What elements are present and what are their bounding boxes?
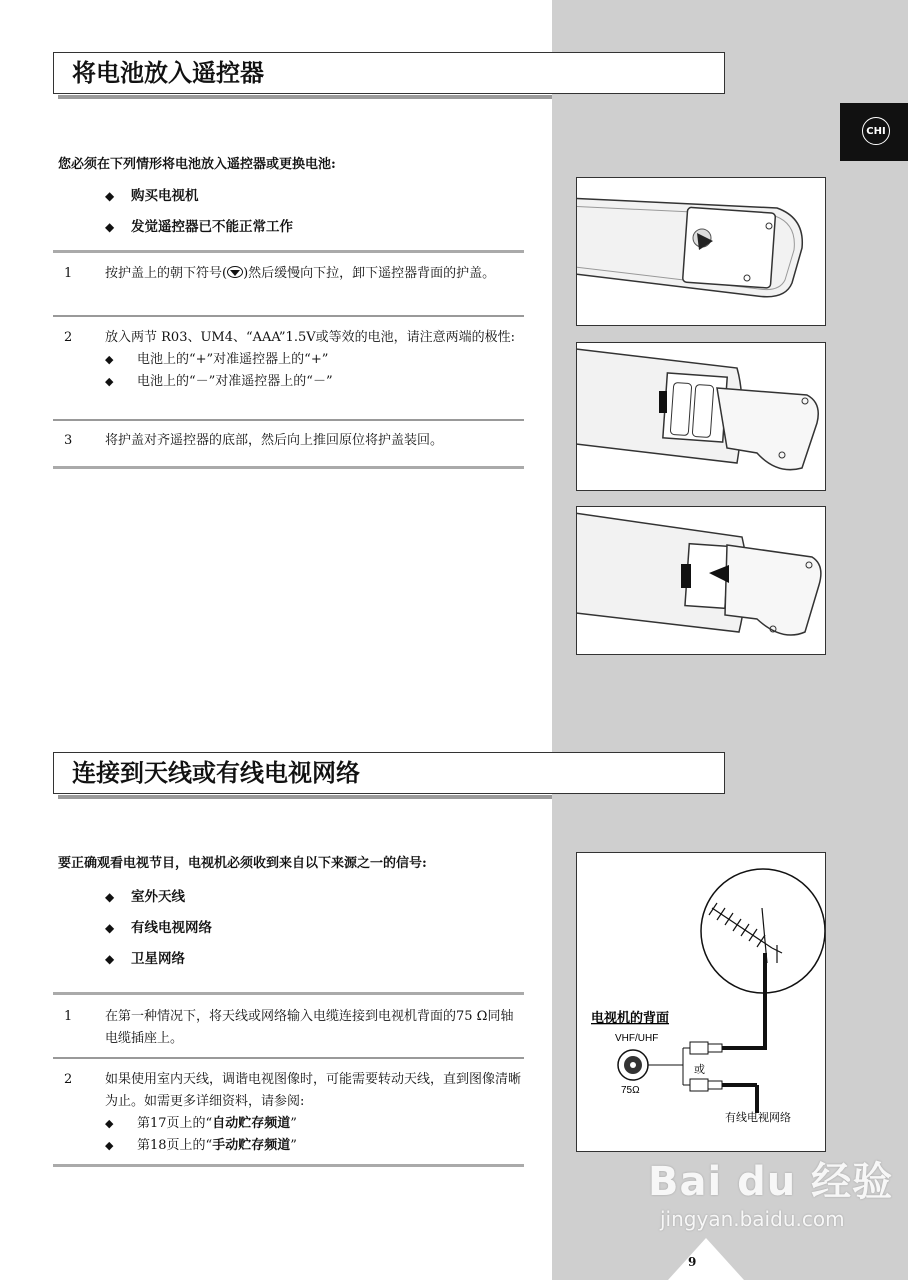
tv-back-label: 电视机的背面	[591, 1011, 670, 1026]
divider	[53, 250, 524, 253]
step-number: 1	[64, 266, 73, 281]
list-item: ◆ 电池上的“－”对准遥控器上的“－”	[105, 371, 524, 393]
cable-network-label: 有线电视网络	[725, 1111, 791, 1124]
or-label: 或	[694, 1063, 705, 1076]
battery-step-2	[64, 327, 524, 393]
remote-illustration-3	[576, 506, 826, 655]
antenna-step-2	[64, 1069, 524, 1157]
section-title-battery: 将电池放入遥控器	[53, 52, 725, 94]
remote-illustration-2	[576, 342, 826, 491]
diamond-bullet-icon: ◆	[105, 1139, 114, 1152]
language-tab-label: CHI	[862, 117, 890, 145]
step-number: 2	[64, 330, 73, 345]
step-number: 2	[64, 1072, 73, 1087]
battery-bullets	[105, 184, 293, 246]
step-text: 放入两节 R03、UM4、“AAA”1.5V或等效的电池，请注意两端的极性:	[105, 330, 515, 345]
battery-step-3	[64, 430, 524, 452]
step-number: 1	[64, 1009, 73, 1024]
battery-intro: 您必须在下列情形将电池放入遥控器或更换电池:	[58, 157, 336, 172]
step-text: 如果使用室内天线，调谐电视图像时，可能需要转动天线，直到图像清晰为止。如需更多详细资料，请参阅:	[105, 1072, 522, 1109]
list-item: ◆ 发觉遥控器已不能正常工作	[105, 219, 293, 235]
remote-illustration-1	[576, 177, 826, 326]
list-item: ◆ 电池上的“+”对准遥控器上的“+”	[105, 349, 524, 371]
antenna-connection-diagram	[576, 852, 826, 1152]
section-title-antenna: 连接到天线或有线电视网络	[53, 752, 725, 794]
battery-step-1	[64, 263, 524, 285]
language-tab	[840, 103, 908, 161]
diamond-bullet-icon: ◆	[105, 921, 115, 935]
list-item: ◆ 卫星网络	[105, 951, 185, 967]
step-text: 按护盖上的朝下符号(	[105, 266, 228, 281]
antenna-diagram-svg	[577, 853, 825, 1151]
diamond-bullet-icon: ◆	[105, 353, 114, 366]
divider	[53, 992, 524, 995]
antenna-intro: 要正确观看电视节目，电视机必须收到来自以下来源之一的信号:	[58, 856, 427, 871]
step-text: 将护盖对齐遥控器的底部，然后向上推回原位将护盖装回。	[105, 433, 444, 448]
page-number: 9	[688, 1255, 697, 1269]
remote-batteries-icon	[577, 343, 825, 490]
list-item: ◆ 第18页上的“手动贮存频道”	[105, 1135, 524, 1157]
diamond-bullet-icon: ◆	[105, 220, 115, 234]
step-text: 在第一种情况下，将天线或网络输入电缆连接到电视机背面的75 Ω同轴电缆插座上。	[105, 1009, 514, 1046]
list-item: ◆ 有线电视网络	[105, 920, 212, 936]
diamond-bullet-icon: ◆	[105, 375, 114, 388]
page-number-tab	[668, 1238, 744, 1280]
diamond-bullet-icon: ◆	[105, 890, 115, 904]
divider	[53, 315, 524, 317]
baidu-watermark	[648, 1150, 893, 1231]
remote-open-cover-icon	[577, 178, 825, 325]
divider	[53, 1057, 524, 1059]
divider	[53, 466, 524, 469]
diamond-bullet-icon: ◆	[105, 189, 115, 203]
list-item: ◆ 室外天线	[105, 889, 185, 905]
diamond-bullet-icon: ◆	[105, 952, 115, 966]
remote-close-cover-icon	[577, 507, 825, 654]
step-number: 3	[64, 433, 73, 448]
vhf-uhf-label: VHF/UHF	[615, 1033, 659, 1044]
step-text: )然后缓慢向下拉，卸下遥控器背面的护盖。	[243, 266, 496, 281]
watermark-brand: Bai du 经验	[648, 1159, 894, 1205]
antenna-bullets	[105, 885, 212, 978]
divider	[53, 419, 524, 421]
list-item: ◆ 购买电视机	[105, 188, 199, 204]
down-arrow-symbol-icon	[227, 266, 243, 278]
antenna-step-1	[64, 1006, 524, 1050]
divider	[53, 1164, 524, 1167]
list-item: ◆ 第17页上的“自动贮存频道”	[105, 1113, 524, 1135]
watermark-url: jingyan.baidu.com	[660, 1207, 845, 1231]
ohm-label: 75Ω	[621, 1085, 640, 1096]
diamond-bullet-icon: ◆	[105, 1117, 114, 1130]
